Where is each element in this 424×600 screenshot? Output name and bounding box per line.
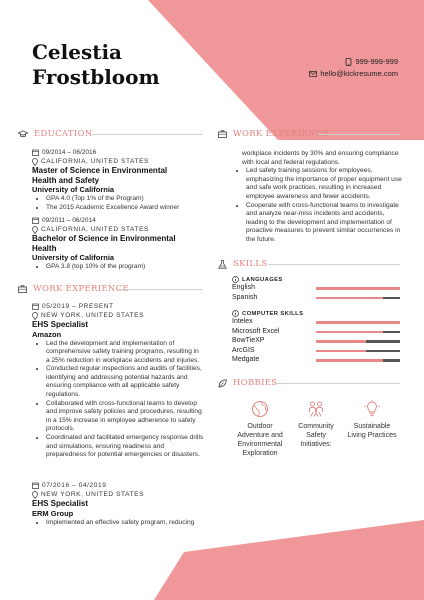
- list-item: • Implemented an effective safety program, reducing: [46, 519, 204, 528]
- bullet-list: [32, 519, 204, 528]
- people-icon: [307, 400, 325, 418]
- hobby-community: Community Safety Initiatives:: [286, 400, 346, 449]
- dates: 09/2014 – 06/2016: [42, 149, 97, 156]
- skill-bar: [316, 340, 400, 343]
- work-divider-continued: [318, 134, 400, 135]
- work-continued-block: [232, 150, 402, 245]
- hobby-outdoor: Outdoor Adventure and Environmental Exploration: [230, 400, 290, 458]
- list-item: • Led the development and implementation of comprehensive safety training programs, resulting in a 25% reduction in workplace accidents and injuries.: [46, 340, 204, 366]
- skill-row-bowtiexp: BowTieXP: [232, 336, 402, 346]
- bullet-list: [232, 167, 402, 244]
- leaf-icon: [218, 379, 227, 388]
- location: CALIFORNIA, UNITED STATES: [41, 158, 149, 165]
- calendar-icon: [32, 149, 39, 156]
- candidate-name: [32, 40, 160, 90]
- location: NEW YORK, UNITED STATES: [41, 312, 145, 319]
- dates: 07/2016 – 04/2019: [42, 482, 107, 489]
- skill-bar: [316, 331, 400, 334]
- school: University of California: [32, 185, 115, 194]
- skills-computer: COMPUTER SKILLS Intelex Microsoft Excel BowTieXP ArcGIS Medgate: [232, 310, 402, 365]
- hobbies-heading: HOBBIES: [218, 378, 277, 388]
- degree: Master of Science in Environmental Health and Safety: [32, 166, 168, 185]
- education-entry-1: [32, 148, 204, 212]
- skill-bar: [316, 359, 400, 362]
- location-pin-icon: [32, 158, 38, 166]
- calendar-icon: [32, 303, 39, 310]
- skill-bar: [316, 321, 400, 324]
- skills-divider: [268, 264, 400, 265]
- skill-row-spanish: Spanish: [232, 293, 402, 303]
- phone-icon: [345, 58, 352, 66]
- skill-row-intelex: Intelex: [232, 317, 402, 327]
- email-row: [309, 68, 398, 80]
- flask-icon: [218, 260, 227, 269]
- work-entry-2: [32, 481, 204, 527]
- work-divider: [118, 289, 202, 290]
- last-name: Frostbloom: [32, 65, 160, 89]
- dates: 05/2019 – PRESENT: [42, 303, 114, 310]
- skill-bar: [316, 287, 400, 290]
- degree: Bachelor of Science in Environmental Health: [32, 234, 176, 253]
- education-divider: [92, 134, 202, 135]
- graduation-cap-icon: [18, 130, 28, 138]
- phone-row: [309, 56, 398, 68]
- hobbies-divider: [276, 383, 400, 384]
- briefcase-icon: [18, 285, 27, 293]
- contact-block: [309, 56, 398, 80]
- lightbulb-icon: [363, 400, 381, 418]
- calendar-icon: [32, 482, 39, 489]
- job-title: EHS Specialist: [32, 499, 89, 508]
- skill-bar: [316, 297, 400, 300]
- briefcase-icon: [218, 130, 227, 138]
- skill-row-medgate: Medgate: [232, 355, 402, 365]
- email-text[interactable]: hello@kickresume.com: [320, 69, 398, 78]
- location-pin-icon: [32, 226, 38, 234]
- mail-icon: [309, 71, 317, 77]
- footer-pink-shape: [0, 520, 424, 600]
- bullet-list: [32, 195, 204, 212]
- list-item: • Cooperate with cross-functional teams to investigate and analyze near-miss incidents and accidents, leading to the development and implementation of proactive measures to prevent similar occurrences in the future.: [246, 202, 402, 245]
- hobby-sustainable: Sustainable Living Practices: [342, 400, 402, 440]
- calendar-icon: [32, 217, 39, 224]
- skill-row-arcgis: ArcGIS: [232, 346, 402, 356]
- location: NEW YORK, UNITED STATES: [41, 491, 145, 498]
- info-circle-icon: [232, 310, 239, 317]
- location-pin-icon: [32, 491, 38, 499]
- company: Amazon: [32, 329, 62, 339]
- skill-row-excel: Microsoft Excel: [232, 327, 402, 337]
- skills-languages: LANGUAGES English Spanish: [232, 276, 402, 302]
- first-name: Celestia: [32, 40, 123, 64]
- job-title: EHS Specialist: [32, 320, 89, 329]
- company: ERM Group: [32, 508, 74, 518]
- info-circle-icon: [232, 276, 239, 283]
- dates: 09/2011 – 06/2014: [42, 217, 96, 224]
- location: CALIFORNIA, UNITED STATES: [41, 226, 149, 233]
- work-experience-heading: WORK EXPERIENCE: [18, 284, 129, 294]
- continued-text: workplace incidents by 30% and ensuring compliance with local and federal regulations.: [242, 150, 399, 166]
- education-entry-2: [32, 216, 204, 272]
- skill-bar: [316, 350, 400, 353]
- list-item: • Led safety training sessions for employees, emphasizing the importance of proper equipment use and safe work practices, resulting in increased employee awareness and fewer accidents.: [246, 167, 402, 201]
- work-entry-1: [32, 302, 204, 460]
- phone-text[interactable]: 999-999-999: [355, 57, 398, 66]
- school: University of California: [32, 253, 115, 262]
- location-pin-icon: [32, 312, 38, 320]
- bullet-list: [32, 263, 204, 272]
- list-item: • Coordinated and facilitated emergency response drills and simulations, ensuring readiness and preparedness for potential emergencies or disasters.: [46, 434, 204, 460]
- globe-icon: [251, 400, 269, 418]
- skill-row-english: English: [232, 283, 402, 293]
- list-item: • Conducted regular inspections and audits of facilities, identifying and addressing potential hazards and ensuring compliance with all applicable safety regulations.: [46, 365, 204, 399]
- work-experience-heading-continued: WORK EXPERIENCE: [218, 129, 329, 139]
- education-heading: EDUCATION: [18, 129, 93, 139]
- bullet-list: [32, 340, 204, 460]
- list-item: • GPA 3.8 (top 10% of the program): [46, 263, 204, 272]
- list-item: • GPA 4.0 (Top 1% of the Program): [46, 195, 204, 204]
- list-item: • The 2015 Academic Excellence Award winner: [46, 204, 204, 213]
- list-item: • Collaborated with cross-functional teams to develop and improve safety policies and procedures, resulting in a 15% increase in employee adherence to safety protocols.: [46, 400, 204, 434]
- skills-heading: SKILLS: [218, 259, 267, 269]
